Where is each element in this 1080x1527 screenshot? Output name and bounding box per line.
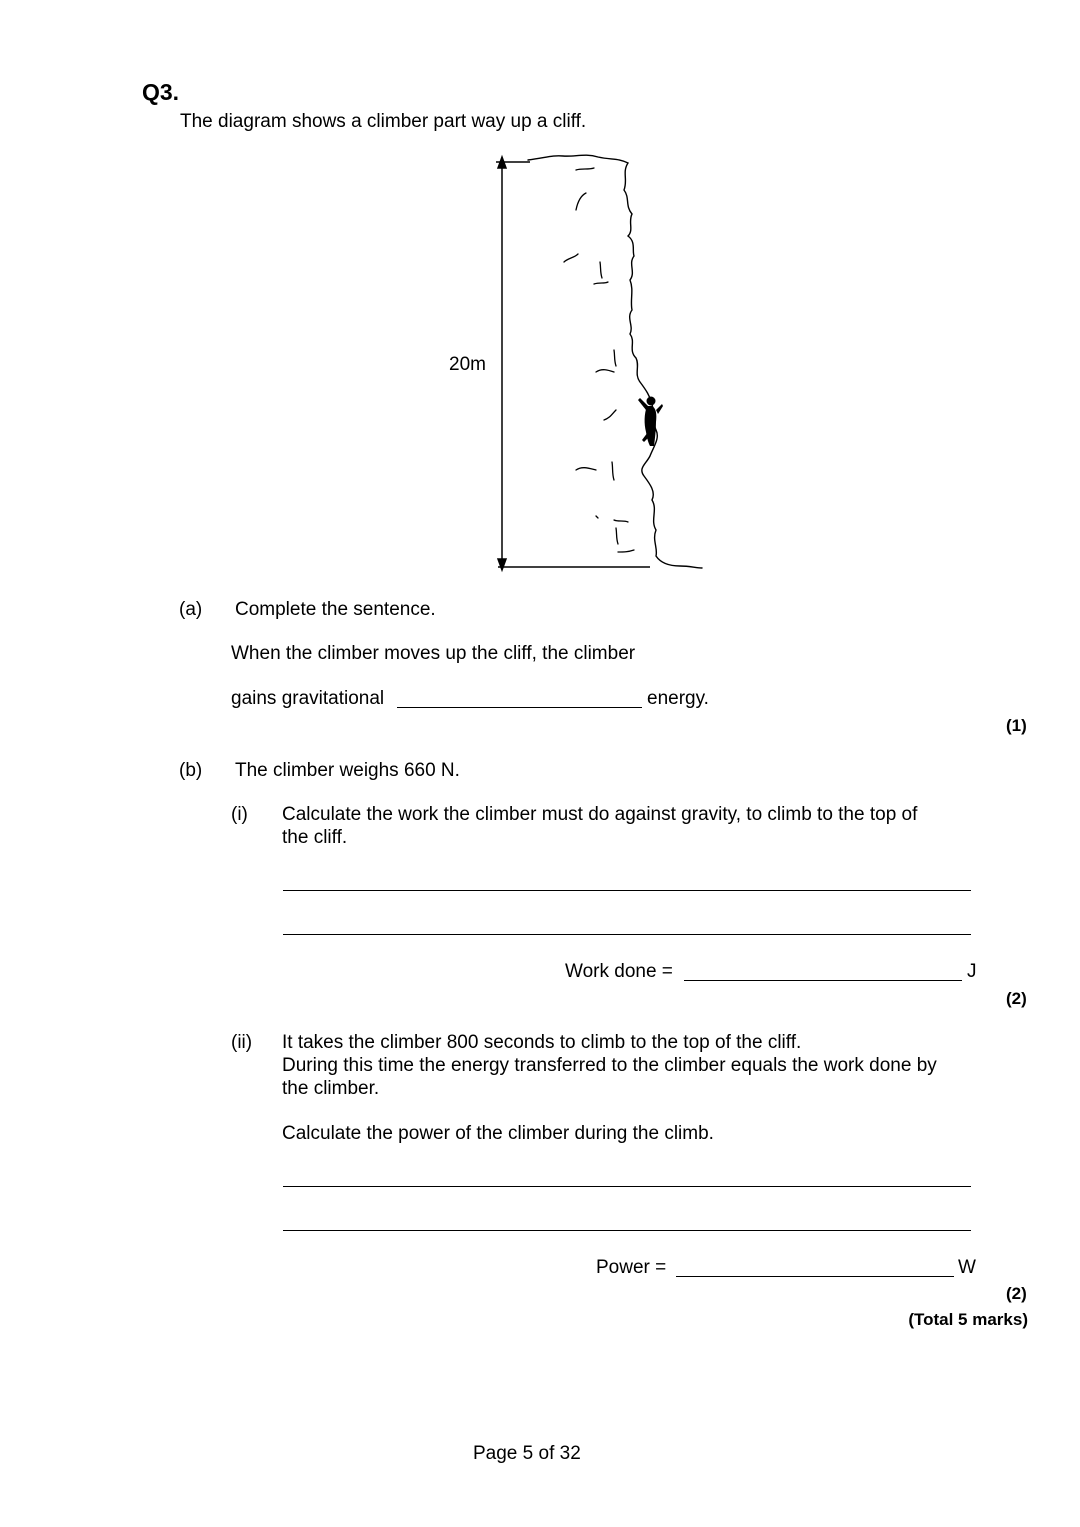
part-b-ii-label: (ii) — [231, 1032, 253, 1053]
part-b-ii-working-line-2[interactable] — [283, 1230, 971, 1231]
part-a-sentence-line1: When the climber moves up the cliff, the climber — [231, 643, 636, 664]
part-b-ii-marks: (2) — [1006, 1284, 1027, 1303]
part-a-instruction: Complete the sentence. — [235, 599, 436, 620]
part-b-i-working-line-2[interactable] — [283, 934, 971, 935]
part-b-i-working-line-1[interactable] — [283, 890, 971, 891]
part-a-label: (a) — [179, 599, 203, 620]
part-b-i-answer-line[interactable] — [684, 980, 962, 981]
cliff-diagram — [0, 0, 1080, 620]
part-b-ii-question: Calculate the power of the climber during the climb. — [282, 1123, 714, 1144]
part-b-ii-line1: It takes the climber 800 seconds to climb to the top of the cliff. — [282, 1032, 802, 1053]
part-b-statement: The climber weighs 660 N. — [235, 760, 460, 781]
part-b-i-answer-label: Work done = — [565, 961, 673, 982]
part-b-i-marks: (2) — [1006, 989, 1027, 1008]
rock-texture — [564, 168, 634, 552]
part-b-ii-answer-label: Power = — [596, 1257, 667, 1278]
part-b-ii-line2: During this time the energy transferred to the climber equals the work done by — [282, 1055, 937, 1076]
part-b-i-unit: J — [967, 961, 977, 982]
part-b-i-question-line2: the cliff. — [282, 827, 348, 848]
page-number: Page 5 of 32 — [473, 1443, 581, 1464]
height-arrow — [496, 157, 650, 570]
question-intro: The diagram shows a climber part way up a cliff. — [180, 111, 587, 132]
part-a-sentence-end: energy. — [647, 688, 709, 709]
part-b-ii-line3: the climber. — [282, 1078, 380, 1099]
part-b-label: (b) — [179, 760, 203, 781]
part-a-answer-line[interactable] — [397, 707, 642, 708]
part-b-ii-unit: W — [958, 1257, 976, 1278]
part-b-ii-answer-line[interactable] — [676, 1276, 954, 1277]
height-label: 20m — [449, 354, 486, 375]
question-number: Q3. — [142, 79, 180, 105]
total-marks: (Total 5 marks) — [908, 1310, 1028, 1329]
part-b-i-question-line1: Calculate the work the climber must do against gravity, to climb to the top of — [282, 804, 918, 825]
part-a-marks: (1) — [1006, 716, 1027, 735]
part-a-sentence-start: gains gravitational — [231, 688, 385, 709]
part-b-i-label: (i) — [231, 804, 248, 825]
climber-figure — [638, 397, 663, 447]
part-b-ii-working-line-1[interactable] — [283, 1186, 971, 1187]
